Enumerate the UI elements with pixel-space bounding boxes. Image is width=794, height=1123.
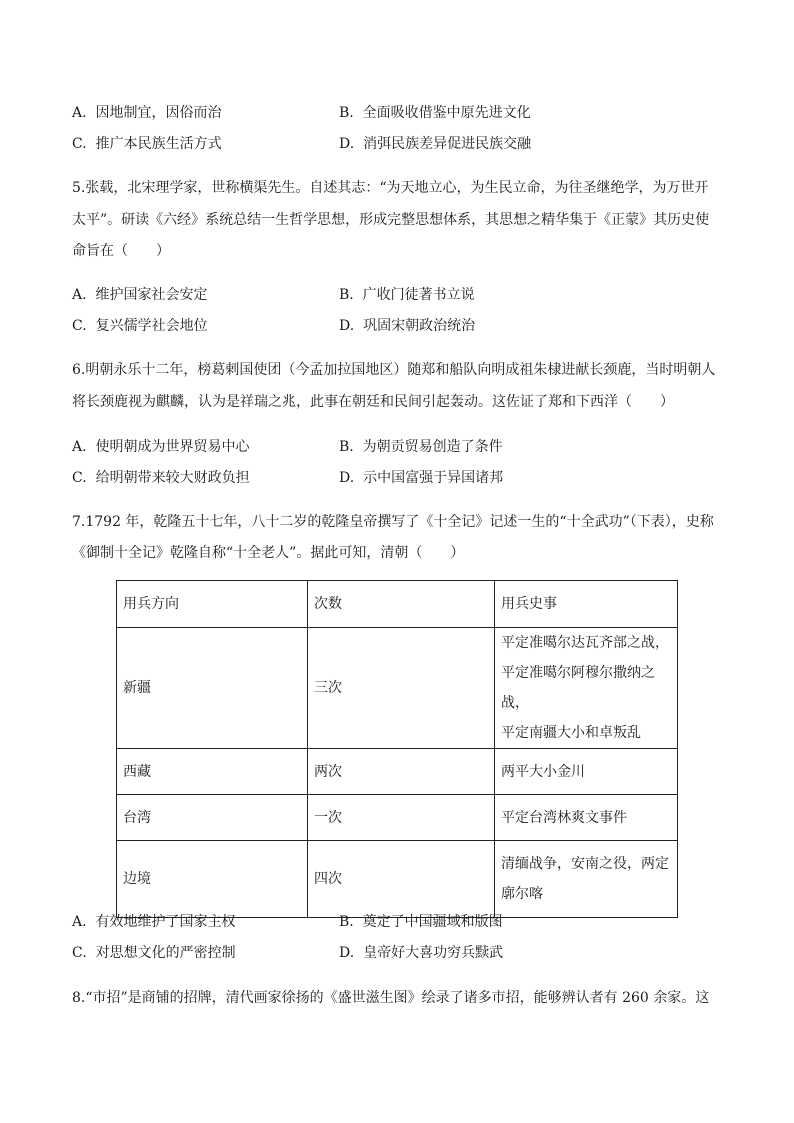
q7-option-c[interactable]: C. 对思想文化的严密控制: [72, 945, 236, 961]
q7-option-d[interactable]: D. 皇帝好大喜功穷兵黩武: [339, 945, 504, 961]
q5-stem-line-2: 太平”。研读《六经》系统总结一生哲学思想，形成完整思想体系，其思想之精华集于《正蒙》其历史使: [72, 212, 710, 228]
q6-option-a[interactable]: A. 使明朝成为世界贸易中心: [72, 439, 250, 455]
q6-option-d[interactable]: D. 示中国富强于异国诸邦: [339, 470, 504, 486]
q5-stem-line-3: 命旨在（ ）: [72, 243, 170, 259]
q7-stem-line-2: 《御制十全记》乾隆自称“十全老人”。据此可知，清朝（ ）: [72, 545, 465, 561]
table-header-row: [117, 581, 678, 628]
q7-stem-line-1: 7.1792 年，乾隆五十七年，八十二岁的乾隆皇帝撰写了《十全记》记述一生的“十全武功”（下表），史称: [72, 514, 714, 530]
q4-option-b[interactable]: B. 全面吸收借鉴中原先进文化: [339, 105, 531, 121]
table-cell-events: 平定台湾林爽文事件: [495, 795, 678, 841]
table-row: [117, 841, 678, 918]
q4-option-d[interactable]: D. 消弭民族差异促进民族交融: [339, 136, 532, 152]
table-cell-count: 两次: [308, 749, 495, 795]
q5-option-a[interactable]: A. 维护国家社会安定: [72, 287, 208, 303]
table-header-count: 次数: [308, 581, 495, 628]
table-header-events: 用兵史事: [495, 581, 678, 628]
table-row: [117, 628, 678, 749]
q4-option-c[interactable]: C. 推广本民族生活方式: [72, 136, 222, 152]
table-cell-count: 三次: [308, 628, 495, 749]
q5-stem-line-1: 5.张载，北宋理学家，世称横渠先生。自述其志：“为天地立心，为生民立命，为往圣继绝学，为万世开: [72, 180, 709, 196]
q7-option-a[interactable]: A. 有效地维护了国家主权: [72, 914, 236, 930]
table-cell-direction: 新疆: [117, 628, 308, 749]
q5-option-b[interactable]: B. 广收门徒著书立说: [339, 287, 475, 303]
table-cell-count: 一次: [308, 795, 495, 841]
campaign-table: [116, 580, 678, 918]
q4-option-a[interactable]: A. 因地制宜，因俗而治: [72, 105, 222, 121]
table-cell-events: 清缅战争，安南之役，两定 廓尔喀: [495, 841, 678, 918]
table-cell-direction: 边境: [117, 841, 308, 918]
table-row: [117, 795, 678, 841]
table-header-direction: 用兵方向: [117, 581, 308, 628]
q6-stem-line-1: 6.明朝永乐十二年，榜葛剌国使团（今孟加拉国地区）随郑和船队向明成祖朱棣进献长颈鹿，当时明朝人: [72, 362, 716, 378]
table-cell-events: 两平大小金川: [495, 749, 678, 795]
table-cell-count: 四次: [308, 841, 495, 918]
q6-option-b[interactable]: B. 为朝贡贸易创造了条件: [339, 439, 503, 455]
q8-stem-line-1: 8.“市招”是商铺的招牌，清代画家徐扬的《盛世滋生图》绘录了诸多市招，能够辨认者有 260 余家。这: [72, 990, 710, 1006]
q6-stem-line-2: 将长颈鹿视为麒麟，认为是祥瑞之兆，此事在朝廷和民间引起轰动。这佐证了郑和下西洋（ ）: [72, 394, 674, 410]
q5-option-d[interactable]: D. 巩固宋朝政治统治: [339, 318, 476, 334]
table-cell-direction: 台湾: [117, 795, 308, 841]
table-cell-direction: 西藏: [117, 749, 308, 795]
table-cell-events: 平定准噶尔达瓦齐部之战， 平定准噶尔阿穆尔撒纳之战， 平定南疆大小和卓叛乱: [495, 628, 678, 749]
q6-option-c[interactable]: C. 给明朝带来较大财政负担: [72, 470, 250, 486]
q5-option-c[interactable]: C. 复兴儒学社会地位: [72, 318, 208, 334]
q7-option-b[interactable]: B. 奠定了中国疆域和版图: [339, 914, 503, 930]
table-row: [117, 749, 678, 795]
